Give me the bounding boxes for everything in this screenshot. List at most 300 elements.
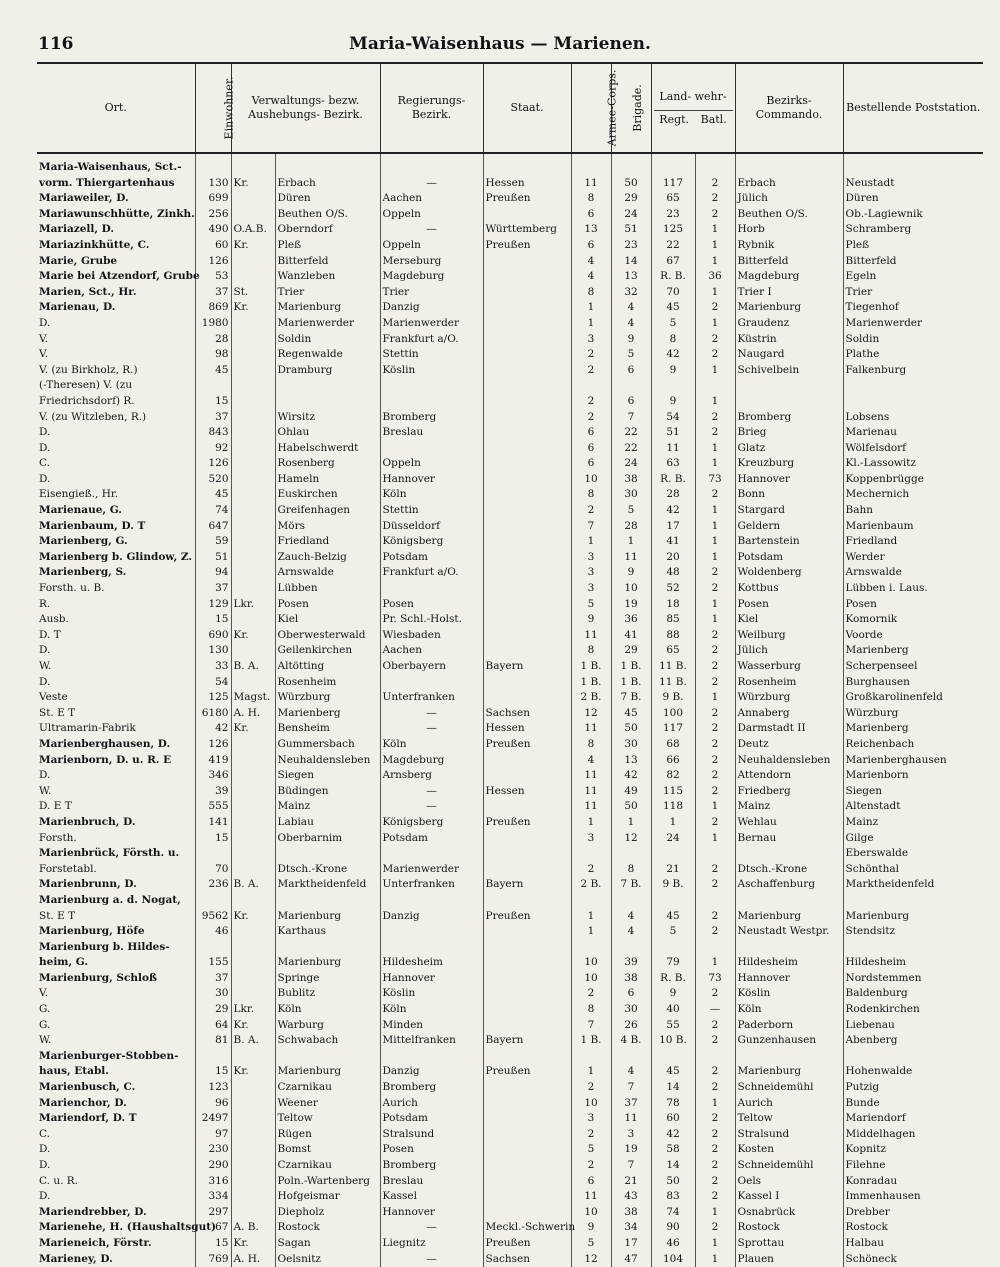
cell-landwehr-regt: 83 bbox=[651, 1189, 695, 1205]
table-row bbox=[37, 1236, 983, 1252]
cell-verwaltungsbezirk: Hofgeismar bbox=[275, 1189, 380, 1205]
cell-ort: D. bbox=[39, 441, 51, 454]
cell-regierungsbezirk: Potsdam bbox=[380, 1111, 483, 1127]
cell-poststation: Stendsitz bbox=[843, 924, 983, 940]
cell-landwehr-batl: 2 bbox=[695, 176, 735, 192]
cell-armee-corps: 9 bbox=[571, 612, 611, 628]
cell-armee-corps bbox=[571, 893, 611, 909]
cell-bezirks-commando: Mainz bbox=[735, 799, 843, 815]
cell-bezirk-type bbox=[231, 768, 275, 784]
cell-staat bbox=[483, 394, 571, 410]
cell-einwohner bbox=[195, 378, 231, 394]
cell-einwohner: 1980 bbox=[195, 316, 231, 332]
cell-brigade: 7 B. bbox=[611, 877, 651, 893]
cell-brigade bbox=[611, 846, 651, 862]
cell-brigade: 26 bbox=[611, 1018, 651, 1034]
cell-brigade: 14 bbox=[611, 254, 651, 270]
cell-bezirk-type bbox=[231, 269, 275, 285]
cell-armee-corps: 6 bbox=[571, 456, 611, 472]
cell-regierungsbezirk: — bbox=[380, 176, 483, 192]
cell-verwaltungsbezirk: Posen bbox=[275, 597, 380, 613]
cell-verwaltungsbezirk: Oberbarnim bbox=[275, 831, 380, 847]
cell-landwehr-batl: 1 bbox=[695, 597, 735, 613]
cell-landwehr-batl: — bbox=[695, 1002, 735, 1018]
cell-landwehr-regt: 10 B. bbox=[651, 1033, 695, 1049]
cell-armee-corps: 2 bbox=[571, 363, 611, 379]
cell-verwaltungsbezirk: Bitterfeld bbox=[275, 254, 380, 270]
cell-landwehr-batl: 1 bbox=[695, 612, 735, 628]
cell-armee-corps: 11 bbox=[571, 176, 611, 192]
cell-staat bbox=[483, 153, 571, 176]
cell-brigade: 34 bbox=[611, 1220, 651, 1236]
cell-landwehr-regt bbox=[651, 940, 695, 956]
cell-staat bbox=[483, 285, 571, 301]
cell-bezirk-type bbox=[231, 191, 275, 207]
cell-armee-corps: 5 bbox=[571, 1236, 611, 1252]
cell-landwehr-regt: 67 bbox=[651, 254, 695, 270]
cell-brigade: 19 bbox=[611, 1142, 651, 1158]
cell-landwehr-batl: 2 bbox=[695, 737, 735, 753]
cell-landwehr-batl: 1 bbox=[695, 254, 735, 270]
cell-staat bbox=[483, 363, 571, 379]
cell-bezirks-commando bbox=[735, 394, 843, 410]
cell-brigade: 1 bbox=[611, 815, 651, 831]
cell-bezirk-type: B. A. bbox=[231, 659, 275, 675]
cell-armee-corps: 11 bbox=[571, 799, 611, 815]
cell-verwaltungsbezirk: Bensheim bbox=[275, 721, 380, 737]
cell-landwehr-batl: 2 bbox=[695, 675, 735, 691]
cell-regierungsbezirk: Posen bbox=[380, 1142, 483, 1158]
cell-einwohner bbox=[195, 153, 231, 176]
table-row bbox=[37, 737, 983, 753]
cell-poststation: Schramberg bbox=[843, 222, 983, 238]
cell-bezirks-commando bbox=[735, 846, 843, 862]
cell-brigade: 5 bbox=[611, 503, 651, 519]
cell-landwehr-regt: 79 bbox=[651, 955, 695, 971]
cell-poststation: Rostock bbox=[843, 1220, 983, 1236]
cell-poststation: Hohenwalde bbox=[843, 1064, 983, 1080]
cell-bezirks-commando: Trier I bbox=[735, 285, 843, 301]
cell-landwehr-batl: 2 bbox=[695, 877, 735, 893]
cell-brigade: 1 B. bbox=[611, 659, 651, 675]
cell-poststation: Komornik bbox=[843, 612, 983, 628]
cell-verwaltungsbezirk: Wirsitz bbox=[275, 410, 380, 426]
cell-staat bbox=[483, 378, 571, 394]
cell-ort: Marienbrunn, D. bbox=[39, 878, 137, 891]
cell-landwehr-regt: 58 bbox=[651, 1142, 695, 1158]
table-row bbox=[37, 441, 983, 457]
cell-armee-corps bbox=[571, 378, 611, 394]
cell-bezirk-type bbox=[231, 1205, 275, 1221]
cell-landwehr-regt: 9 bbox=[651, 986, 695, 1002]
cell-landwehr-batl: 73 bbox=[695, 971, 735, 987]
cell-brigade: 23 bbox=[611, 238, 651, 254]
cell-landwehr-regt: 52 bbox=[651, 581, 695, 597]
cell-brigade: 9 bbox=[611, 332, 651, 348]
cell-staat: Preußen bbox=[483, 737, 571, 753]
cell-poststation: Marktheidenfeld bbox=[843, 877, 983, 893]
cell-staat: Preußen bbox=[483, 238, 571, 254]
cell-einwohner: 30 bbox=[195, 986, 231, 1002]
cell-ort: Marienburg, Höfe bbox=[39, 925, 145, 938]
cell-ort: D. bbox=[39, 769, 51, 782]
cell-landwehr-regt: 85 bbox=[651, 612, 695, 628]
cell-staat: Preußen bbox=[483, 1064, 571, 1080]
cell-bezirk-type bbox=[231, 519, 275, 535]
table-row bbox=[37, 815, 983, 831]
cell-armee-corps: 5 bbox=[571, 1142, 611, 1158]
cell-einwohner: 9562 bbox=[195, 909, 231, 925]
table-row bbox=[37, 410, 983, 426]
cell-verwaltungsbezirk: Mainz bbox=[275, 799, 380, 815]
cell-bezirks-commando: Küstrin bbox=[735, 332, 843, 348]
cell-ort: V. bbox=[39, 348, 49, 361]
cell-landwehr-regt: 24 bbox=[651, 831, 695, 847]
table-row bbox=[37, 456, 983, 472]
cell-armee-corps: 10 bbox=[571, 971, 611, 987]
cell-armee-corps: 12 bbox=[571, 1252, 611, 1267]
cell-brigade: 8 bbox=[611, 862, 651, 878]
cell-verwaltungsbezirk: Poln.-Wartenberg bbox=[275, 1174, 380, 1190]
cell-poststation bbox=[843, 893, 983, 909]
cell-bezirks-commando: Schneidemühl bbox=[735, 1158, 843, 1174]
cell-armee-corps: 1 bbox=[571, 924, 611, 940]
cell-armee-corps: 9 bbox=[571, 1220, 611, 1236]
cell-poststation: Soldin bbox=[843, 332, 983, 348]
cell-ort: Forstetabl. bbox=[39, 862, 97, 875]
cell-armee-corps: 3 bbox=[571, 831, 611, 847]
cell-landwehr-regt: 23 bbox=[651, 207, 695, 223]
cell-bezirks-commando: Graudenz bbox=[735, 316, 843, 332]
table-row bbox=[37, 690, 983, 706]
cell-bezirks-commando: Würzburg bbox=[735, 690, 843, 706]
cell-regierungsbezirk bbox=[380, 846, 483, 862]
cell-regierungsbezirk: — bbox=[380, 1220, 483, 1236]
cell-bezirks-commando: Deutz bbox=[735, 737, 843, 753]
cell-bezirk-type bbox=[231, 153, 275, 176]
cell-staat: Preußen bbox=[483, 815, 571, 831]
cell-bezirks-commando: Erbach bbox=[735, 176, 843, 192]
cell-bezirks-commando: Glatz bbox=[735, 441, 843, 457]
cell-einwohner: 129 bbox=[195, 597, 231, 613]
cell-regierungsbezirk bbox=[380, 924, 483, 940]
cell-landwehr-regt: 55 bbox=[651, 1018, 695, 1034]
cell-landwehr-regt: 117 bbox=[651, 721, 695, 737]
cell-poststation: Marienberg bbox=[843, 721, 983, 737]
cell-ort: St. E T bbox=[39, 706, 76, 719]
cell-landwehr-batl: 2 bbox=[695, 1142, 735, 1158]
table-row bbox=[37, 207, 983, 223]
cell-brigade: 22 bbox=[611, 441, 651, 457]
cell-landwehr-regt: 82 bbox=[651, 768, 695, 784]
cell-einwohner: 60 bbox=[195, 238, 231, 254]
table-row bbox=[37, 1142, 983, 1158]
cell-bezirks-commando: Neuhaldensleben bbox=[735, 753, 843, 769]
cell-brigade: 10 bbox=[611, 581, 651, 597]
cell-landwehr-batl: 2 bbox=[695, 909, 735, 925]
cell-poststation bbox=[843, 1049, 983, 1065]
table-row bbox=[37, 191, 983, 207]
cell-einwohner: 699 bbox=[195, 191, 231, 207]
cell-bezirk-type: Kr. bbox=[231, 628, 275, 644]
cell-staat bbox=[483, 924, 571, 940]
cell-verwaltungsbezirk: Marktheidenfeld bbox=[275, 877, 380, 893]
cell-ort: Eisengieß., Hr. bbox=[39, 488, 119, 501]
cell-verwaltungsbezirk: Czarnikau bbox=[275, 1158, 380, 1174]
cell-landwehr-batl: 73 bbox=[695, 472, 735, 488]
cell-einwohner: 37 bbox=[195, 410, 231, 426]
cell-landwehr-batl: 1 bbox=[695, 441, 735, 457]
table-row bbox=[37, 347, 983, 363]
cell-bezirk-type bbox=[231, 893, 275, 909]
cell-brigade: 50 bbox=[611, 799, 651, 815]
cell-poststation: Voorde bbox=[843, 628, 983, 644]
table-row bbox=[37, 909, 983, 925]
cell-landwehr-batl: 1 bbox=[695, 1236, 735, 1252]
cell-bezirk-type: Kr. bbox=[231, 721, 275, 737]
cell-verwaltungsbezirk: Rosenheim bbox=[275, 675, 380, 691]
cell-staat bbox=[483, 456, 571, 472]
table-row bbox=[37, 1205, 983, 1221]
cell-regierungsbezirk: Minden bbox=[380, 1018, 483, 1034]
cell-landwehr-regt: 21 bbox=[651, 862, 695, 878]
cell-bezirks-commando: Osnabrück bbox=[735, 1205, 843, 1221]
cell-armee-corps: 11 bbox=[571, 784, 611, 800]
header-batl: Batl. bbox=[700, 112, 727, 126]
cell-staat bbox=[483, 1127, 571, 1143]
cell-staat bbox=[483, 550, 571, 566]
cell-staat: Bayern bbox=[483, 1033, 571, 1049]
table-body bbox=[37, 153, 983, 1267]
cell-ort: (-Theresen) V. (zu bbox=[39, 379, 133, 392]
cell-ort: V. (zu Birkholz, R.) bbox=[39, 363, 138, 376]
cell-bezirks-commando: Rosenheim bbox=[735, 675, 843, 691]
cell-einwohner: 843 bbox=[195, 425, 231, 441]
cell-bezirk-type bbox=[231, 347, 275, 363]
table-row bbox=[37, 768, 983, 784]
cell-bezirk-type bbox=[231, 503, 275, 519]
cell-ort: C. bbox=[39, 1127, 50, 1140]
cell-regierungsbezirk: Posen bbox=[380, 597, 483, 613]
cell-armee-corps: 6 bbox=[571, 238, 611, 254]
table-row bbox=[37, 1189, 983, 1205]
cell-ort: Mariaweiler, D. bbox=[39, 192, 129, 205]
cell-brigade: 50 bbox=[611, 721, 651, 737]
cell-verwaltungsbezirk: Ohlau bbox=[275, 425, 380, 441]
cell-einwohner: 297 bbox=[195, 1205, 231, 1221]
cell-bezirks-commando: Teltow bbox=[735, 1111, 843, 1127]
cell-regierungsbezirk: Bromberg bbox=[380, 1080, 483, 1096]
cell-landwehr-batl: 2 bbox=[695, 862, 735, 878]
cell-verwaltungsbezirk: Labiau bbox=[275, 815, 380, 831]
cell-ort: Veste bbox=[39, 691, 68, 704]
cell-staat bbox=[483, 831, 571, 847]
cell-bezirks-commando: Potsdam bbox=[735, 550, 843, 566]
cell-poststation: Tiegenhof bbox=[843, 300, 983, 316]
cell-verwaltungsbezirk: Bomst bbox=[275, 1142, 380, 1158]
cell-armee-corps: 1 B. bbox=[571, 675, 611, 691]
cell-landwehr-regt: 1 bbox=[651, 815, 695, 831]
cell-poststation: Marienwerder bbox=[843, 316, 983, 332]
cell-ort: haus, Etabl. bbox=[39, 1065, 109, 1078]
cell-brigade: 24 bbox=[611, 207, 651, 223]
cell-regierungsbezirk: Oberbayern bbox=[380, 659, 483, 675]
cell-bezirks-commando: Horb bbox=[735, 222, 843, 238]
header-einwohner: Einwohner. bbox=[195, 63, 231, 153]
cell-armee-corps: 6 bbox=[571, 425, 611, 441]
cell-regierungsbezirk bbox=[380, 378, 483, 394]
cell-landwehr-regt: R. B. bbox=[651, 971, 695, 987]
cell-regierungsbezirk: Köln bbox=[380, 737, 483, 753]
cell-bezirks-commando: Magdeburg bbox=[735, 269, 843, 285]
cell-brigade: 4 bbox=[611, 300, 651, 316]
table-row bbox=[37, 659, 983, 675]
cell-landwehr-regt: 14 bbox=[651, 1080, 695, 1096]
cell-landwehr-batl: 2 bbox=[695, 924, 735, 940]
cell-verwaltungsbezirk: Karthaus bbox=[275, 924, 380, 940]
cell-brigade: 39 bbox=[611, 955, 651, 971]
cell-brigade: 29 bbox=[611, 643, 651, 659]
cell-landwehr-regt: 125 bbox=[651, 222, 695, 238]
cell-ort: Marienau, D. bbox=[39, 301, 116, 314]
cell-einwohner: 126 bbox=[195, 254, 231, 270]
cell-einwohner bbox=[195, 1049, 231, 1065]
cell-verwaltungsbezirk: Marienberg bbox=[275, 706, 380, 722]
cell-landwehr-regt: 100 bbox=[651, 706, 695, 722]
cell-ort: Marieneich, Förstr. bbox=[39, 1236, 152, 1249]
header-armee-corps: Armee-Corps. bbox=[571, 63, 611, 153]
table-row bbox=[37, 425, 983, 441]
cell-bezirk-type bbox=[231, 378, 275, 394]
cell-landwehr-batl: 2 bbox=[695, 986, 735, 1002]
cell-armee-corps: 1 bbox=[571, 316, 611, 332]
cell-ort: W. bbox=[39, 1034, 52, 1047]
cell-verwaltungsbezirk: Büdingen bbox=[275, 784, 380, 800]
cell-landwehr-batl: 2 bbox=[695, 1018, 735, 1034]
cell-einwohner: 67 bbox=[195, 1220, 231, 1236]
cell-staat: Württemberg bbox=[483, 222, 571, 238]
cell-staat: Preußen bbox=[483, 909, 571, 925]
cell-landwehr-regt: 60 bbox=[651, 1111, 695, 1127]
cell-poststation: Gilge bbox=[843, 831, 983, 847]
table-row bbox=[37, 254, 983, 270]
cell-landwehr-regt: 22 bbox=[651, 238, 695, 254]
cell-staat bbox=[483, 1049, 571, 1065]
cell-bezirks-commando: Hannover bbox=[735, 971, 843, 987]
cell-regierungsbezirk: Hannover bbox=[380, 472, 483, 488]
cell-ort: Marienburg, Schloß bbox=[39, 971, 158, 984]
cell-landwehr-batl: 1 bbox=[695, 363, 735, 379]
cell-poststation: Filehne bbox=[843, 1158, 983, 1174]
cell-bezirks-commando: Paderborn bbox=[735, 1018, 843, 1034]
cell-landwehr-batl: 1 bbox=[695, 831, 735, 847]
cell-poststation: Konradau bbox=[843, 1174, 983, 1190]
cell-bezirk-type bbox=[231, 534, 275, 550]
cell-brigade: 6 bbox=[611, 986, 651, 1002]
cell-bezirk-type bbox=[231, 784, 275, 800]
cell-landwehr-regt: 45 bbox=[651, 1064, 695, 1080]
cell-brigade: 43 bbox=[611, 1189, 651, 1205]
cell-bezirks-commando: Brieg bbox=[735, 425, 843, 441]
cell-armee-corps bbox=[571, 153, 611, 176]
cell-brigade: 41 bbox=[611, 628, 651, 644]
cell-ort: D. bbox=[39, 1159, 51, 1171]
cell-landwehr-batl: 2 bbox=[695, 753, 735, 769]
cell-regierungsbezirk: Bromberg bbox=[380, 1158, 483, 1174]
cell-poststation: Eberswalde bbox=[843, 846, 983, 862]
cell-bezirks-commando: Hannover bbox=[735, 472, 843, 488]
cell-armee-corps: 1 B. bbox=[571, 1033, 611, 1049]
cell-bezirk-type bbox=[231, 643, 275, 659]
cell-bezirks-commando: Jülich bbox=[735, 643, 843, 659]
cell-regierungsbezirk: Hannover bbox=[380, 971, 483, 987]
cell-landwehr-regt bbox=[651, 153, 695, 176]
cell-staat: Hessen bbox=[483, 784, 571, 800]
cell-landwehr-batl bbox=[695, 940, 735, 956]
cell-staat: Meckl.-Schwerin bbox=[483, 1220, 571, 1236]
cell-regierungsbezirk: Liegnitz bbox=[380, 1236, 483, 1252]
cell-poststation: Hildesheim bbox=[843, 955, 983, 971]
table-row bbox=[37, 1252, 983, 1267]
cell-einwohner: 96 bbox=[195, 1096, 231, 1112]
cell-einwohner: 33 bbox=[195, 659, 231, 675]
cell-verwaltungsbezirk: Marienburg bbox=[275, 955, 380, 971]
cell-armee-corps: 8 bbox=[571, 737, 611, 753]
cell-landwehr-regt: 14 bbox=[651, 1158, 695, 1174]
table-row bbox=[37, 316, 983, 332]
cell-landwehr-regt: 48 bbox=[651, 565, 695, 581]
cell-landwehr-regt: 11 B. bbox=[651, 675, 695, 691]
cell-ort: Mariendrebber, D. bbox=[39, 1205, 147, 1218]
cell-armee-corps: 8 bbox=[571, 285, 611, 301]
cell-bezirks-commando: Friedberg bbox=[735, 784, 843, 800]
cell-landwehr-batl: 2 bbox=[695, 425, 735, 441]
cell-regierungsbezirk: Oppeln bbox=[380, 238, 483, 254]
cell-ort: Marienbaum, D. T bbox=[39, 519, 146, 532]
cell-poststation: Halbau bbox=[843, 1236, 983, 1252]
cell-regierungsbezirk: Mittelfranken bbox=[380, 1033, 483, 1049]
cell-bezirk-type bbox=[231, 1174, 275, 1190]
cell-bezirks-commando: Neustadt Westpr. bbox=[735, 924, 843, 940]
cell-poststation: Posen bbox=[843, 597, 983, 613]
table-row bbox=[37, 1158, 983, 1174]
cell-landwehr-regt: 46 bbox=[651, 1236, 695, 1252]
cell-verwaltungsbezirk: Oberwesterwald bbox=[275, 628, 380, 644]
cell-landwehr-batl: 2 bbox=[695, 1158, 735, 1174]
cell-verwaltungsbezirk: Wanzleben bbox=[275, 269, 380, 285]
cell-brigade bbox=[611, 153, 651, 176]
cell-landwehr-regt: 115 bbox=[651, 784, 695, 800]
cell-regierungsbezirk: Königsberg bbox=[380, 815, 483, 831]
cell-einwohner: 53 bbox=[195, 269, 231, 285]
cell-poststation: Mechernich bbox=[843, 487, 983, 503]
cell-ort: D. bbox=[39, 426, 51, 439]
cell-bezirks-commando: Woldenberg bbox=[735, 565, 843, 581]
cell-landwehr-batl: 1 bbox=[695, 456, 735, 472]
table-row bbox=[37, 753, 983, 769]
cell-einwohner: 15 bbox=[195, 1064, 231, 1080]
cell-einwohner: 6180 bbox=[195, 706, 231, 722]
cell-armee-corps: 12 bbox=[571, 706, 611, 722]
cell-bezirks-commando: Geldern bbox=[735, 519, 843, 535]
cell-bezirk-type bbox=[231, 487, 275, 503]
cell-poststation: Schönthal bbox=[843, 862, 983, 878]
cell-verwaltungsbezirk: Sagan bbox=[275, 1236, 380, 1252]
cell-verwaltungsbezirk: Würzburg bbox=[275, 690, 380, 706]
cell-staat bbox=[483, 332, 571, 348]
cell-brigade: 30 bbox=[611, 1002, 651, 1018]
cell-staat bbox=[483, 628, 571, 644]
